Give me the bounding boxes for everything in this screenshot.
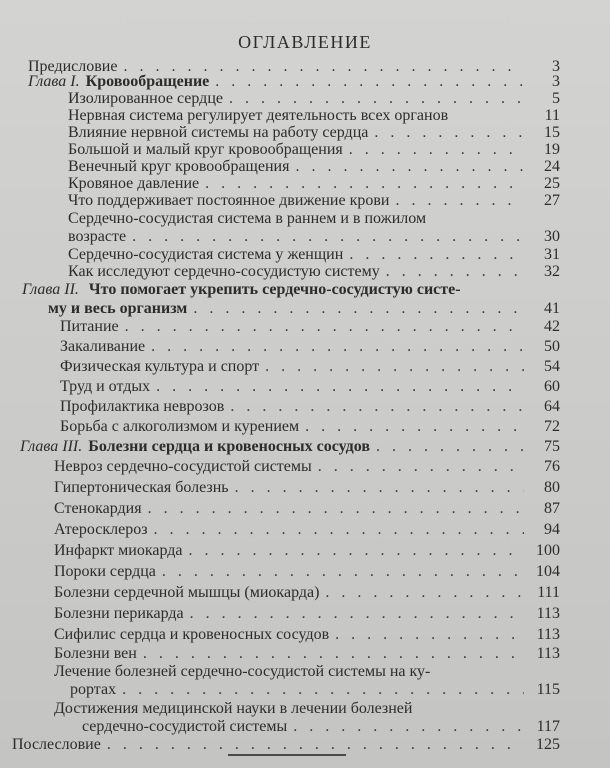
toc-page-number: 64 bbox=[544, 398, 560, 415]
toc-page-number: 3 bbox=[552, 73, 560, 90]
dot-leader bbox=[205, 175, 524, 193]
toc-page-number: 113 bbox=[536, 645, 560, 662]
toc-entry-text: Кровяное давление bbox=[68, 175, 200, 192]
toc-page-number: 32 bbox=[544, 263, 560, 280]
chapter-label: Глава II. bbox=[22, 281, 79, 298]
toc-entry bbox=[68, 107, 560, 125]
toc-page-number: 113 bbox=[536, 626, 560, 643]
toc-entry bbox=[68, 263, 560, 281]
toc-page-number: 41 bbox=[544, 300, 560, 317]
dot-leader bbox=[229, 90, 524, 108]
toc-entry-text-continued: возрасте bbox=[68, 228, 127, 245]
toc-entry bbox=[60, 378, 560, 396]
toc-entry bbox=[54, 500, 560, 518]
toc-entry bbox=[54, 626, 560, 644]
toc-entry bbox=[68, 90, 560, 108]
chapter-label: Глава I. bbox=[28, 73, 80, 90]
toc-page-number: 24 bbox=[544, 158, 560, 175]
dot-leader bbox=[122, 681, 524, 699]
toc-entry-text-continued: сердечно-сосудистой системы bbox=[82, 718, 288, 735]
toc-entry-text: Послесловие bbox=[12, 736, 101, 753]
dot-leader bbox=[305, 418, 524, 436]
toc-entry-text: Достижения медицинской науки в лечении болезней bbox=[54, 700, 413, 717]
toc-chapter-1 bbox=[28, 73, 560, 91]
toc-page-number: 50 bbox=[544, 338, 560, 355]
toc-entry-text: Сердечно-сосудистая система в раннем и в пожилом bbox=[68, 210, 427, 227]
toc-entry-text: Стенокардия bbox=[54, 500, 142, 517]
toc-entry-text: Профилактика неврозов bbox=[60, 398, 225, 415]
toc-entry bbox=[54, 584, 560, 602]
dot-leader bbox=[193, 300, 524, 318]
dot-leader bbox=[230, 398, 524, 416]
toc-entry-text: Гипертоническая болезнь bbox=[54, 479, 229, 496]
dot-leader bbox=[151, 338, 524, 356]
dot-leader bbox=[386, 263, 524, 281]
toc-entry bbox=[68, 141, 560, 159]
dot-leader bbox=[349, 246, 524, 264]
toc-page-number: 3 bbox=[552, 58, 560, 75]
toc-entry-text: Сифилис сердца и кровеносных сосудов bbox=[54, 626, 330, 643]
toc-entry-text: Венечный круг кровообращения bbox=[68, 158, 290, 175]
toc-entry bbox=[60, 338, 560, 356]
toc-page-number: 104 bbox=[536, 563, 560, 580]
chapter-title: Что помогает укрепить сердечно-сосудистую систе- bbox=[88, 281, 461, 298]
toc-entry bbox=[82, 718, 560, 736]
toc-entry-text: Сердечно-сосудистая система у женщин bbox=[68, 246, 344, 263]
dot-leader bbox=[125, 318, 524, 336]
toc-page-number: 113 bbox=[536, 605, 560, 622]
toc-page-number: 27 bbox=[544, 192, 560, 209]
dot-leader bbox=[265, 358, 524, 376]
dot-leader bbox=[235, 479, 524, 497]
chapter-title: Болезни сердца и кровеносных сосудов bbox=[88, 438, 370, 455]
toc-page-number: 54 bbox=[544, 358, 560, 375]
toc-entry bbox=[68, 175, 560, 193]
dot-leader bbox=[295, 158, 524, 176]
toc-entry bbox=[54, 645, 560, 663]
toc-page-number: 60 bbox=[544, 378, 560, 395]
toc-entry bbox=[54, 542, 560, 560]
toc-entry bbox=[60, 398, 560, 416]
toc-page-number: 87 bbox=[544, 500, 560, 517]
toc-page-number: 11 bbox=[544, 107, 560, 124]
toc-page-number: 15 bbox=[544, 124, 560, 141]
toc-entry-text: Питание bbox=[60, 318, 119, 335]
toc-entry-text: Болезни вен bbox=[54, 645, 137, 662]
toc-entry-text: Борьба с алкоголизмом и курением bbox=[60, 418, 300, 435]
toc-entry bbox=[68, 124, 560, 142]
chapter-title: Кровообращение bbox=[85, 73, 210, 90]
toc-entry bbox=[54, 563, 560, 581]
dot-leader bbox=[143, 645, 524, 663]
toc-page-number: 76 bbox=[544, 458, 560, 475]
toc-entry-text: Физическая культура и спорт bbox=[60, 358, 260, 375]
dot-leader bbox=[190, 605, 524, 623]
dot-leader bbox=[325, 584, 524, 602]
toc-entry-text: Атеросклероз bbox=[54, 521, 148, 538]
toc-entry-text: Большой и малый круг кровообращения bbox=[68, 141, 343, 158]
dot-leader bbox=[293, 718, 524, 736]
toc-page-number: 111 bbox=[537, 584, 560, 601]
toc-entry bbox=[68, 228, 560, 246]
toc-entry bbox=[60, 358, 560, 376]
toc-entry-text: Что поддерживает постоянное движение крови bbox=[68, 192, 390, 209]
page-title: ОГЛАВЛЕНИЕ bbox=[238, 32, 372, 52]
dot-leader bbox=[374, 124, 524, 142]
toc-page-number: 30 bbox=[544, 228, 560, 245]
toc-entry bbox=[60, 418, 560, 436]
toc-page-number: 115 bbox=[536, 681, 560, 698]
bottom-rule bbox=[228, 754, 346, 756]
toc-page-number: 31 bbox=[544, 246, 560, 263]
toc-page-number: 75 bbox=[544, 438, 560, 455]
toc-entry bbox=[68, 246, 560, 264]
toc-entry bbox=[54, 458, 560, 476]
dot-leader bbox=[318, 458, 524, 476]
toc-entry bbox=[68, 158, 560, 176]
toc-entry-text: Болезни сердечной мышцы (миокарда) bbox=[54, 584, 320, 601]
toc-entry bbox=[68, 192, 560, 210]
toc-entry bbox=[54, 605, 560, 623]
dot-leader bbox=[156, 378, 524, 396]
toc-page-number: 72 bbox=[544, 418, 560, 435]
dot-leader bbox=[132, 228, 524, 246]
toc-entry-text: Лечение болезней сердечно-сосудистой системы на ку- bbox=[54, 663, 431, 680]
toc-page-number: 80 bbox=[544, 479, 560, 496]
toc-entry bbox=[70, 681, 560, 699]
dot-leader bbox=[395, 192, 524, 210]
toc-page-number: 100 bbox=[536, 542, 560, 559]
toc-page-number: 117 bbox=[536, 718, 560, 735]
chapter-label: Глава III. bbox=[20, 438, 83, 455]
toc-entry-text: Невроз сердечно-сосудистой системы bbox=[54, 458, 312, 475]
toc-entry-text: Пороки сердца bbox=[54, 563, 156, 580]
dot-leader bbox=[376, 438, 524, 456]
toc-entry bbox=[54, 521, 560, 539]
toc-entry-text: Закаливание bbox=[60, 338, 146, 355]
dot-leader bbox=[215, 73, 524, 91]
chapter-title-continued: му и весь организм bbox=[48, 300, 188, 317]
dot-leader bbox=[349, 141, 524, 159]
toc-chapter-2 bbox=[22, 281, 461, 299]
toc-page-number: 5 bbox=[552, 90, 560, 107]
toc-page-number: 19 bbox=[544, 141, 560, 158]
dot-leader bbox=[162, 563, 524, 581]
dot-leader bbox=[335, 626, 524, 644]
toc-chapter-3 bbox=[20, 438, 560, 456]
toc-entry-text: Инфаркт миокарда bbox=[54, 542, 183, 559]
toc-entry-afterword bbox=[12, 736, 560, 754]
toc-page-number: 125 bbox=[536, 736, 560, 753]
toc-page-number: 25 bbox=[544, 175, 560, 192]
toc-page-number: 94 bbox=[544, 521, 560, 538]
toc-entry-text: Изолированное сердце bbox=[68, 90, 223, 107]
dot-leader bbox=[107, 736, 524, 754]
toc-entry-text: Труд и отдых bbox=[60, 378, 151, 395]
dot-leader bbox=[189, 542, 525, 560]
toc-entry-text: Нервная система регулирует деятельность всех органов bbox=[68, 107, 449, 124]
toc-page-number: 42 bbox=[544, 318, 560, 335]
toc-entry-text: Влияние нервной системы на работу сердца bbox=[68, 124, 369, 141]
toc-entry-text-continued: рортах bbox=[70, 681, 117, 698]
dot-leader bbox=[148, 500, 524, 518]
toc-entry-text: Предисловие bbox=[28, 58, 118, 75]
dot-leader bbox=[154, 521, 524, 539]
toc-entry-text: Болезни перикарда bbox=[54, 605, 184, 622]
toc-entry bbox=[48, 300, 560, 318]
toc-entry bbox=[54, 479, 560, 497]
toc-entry bbox=[60, 318, 560, 336]
toc-entry-text: Как исследуют сердечно-сосудистую систему bbox=[68, 263, 380, 280]
